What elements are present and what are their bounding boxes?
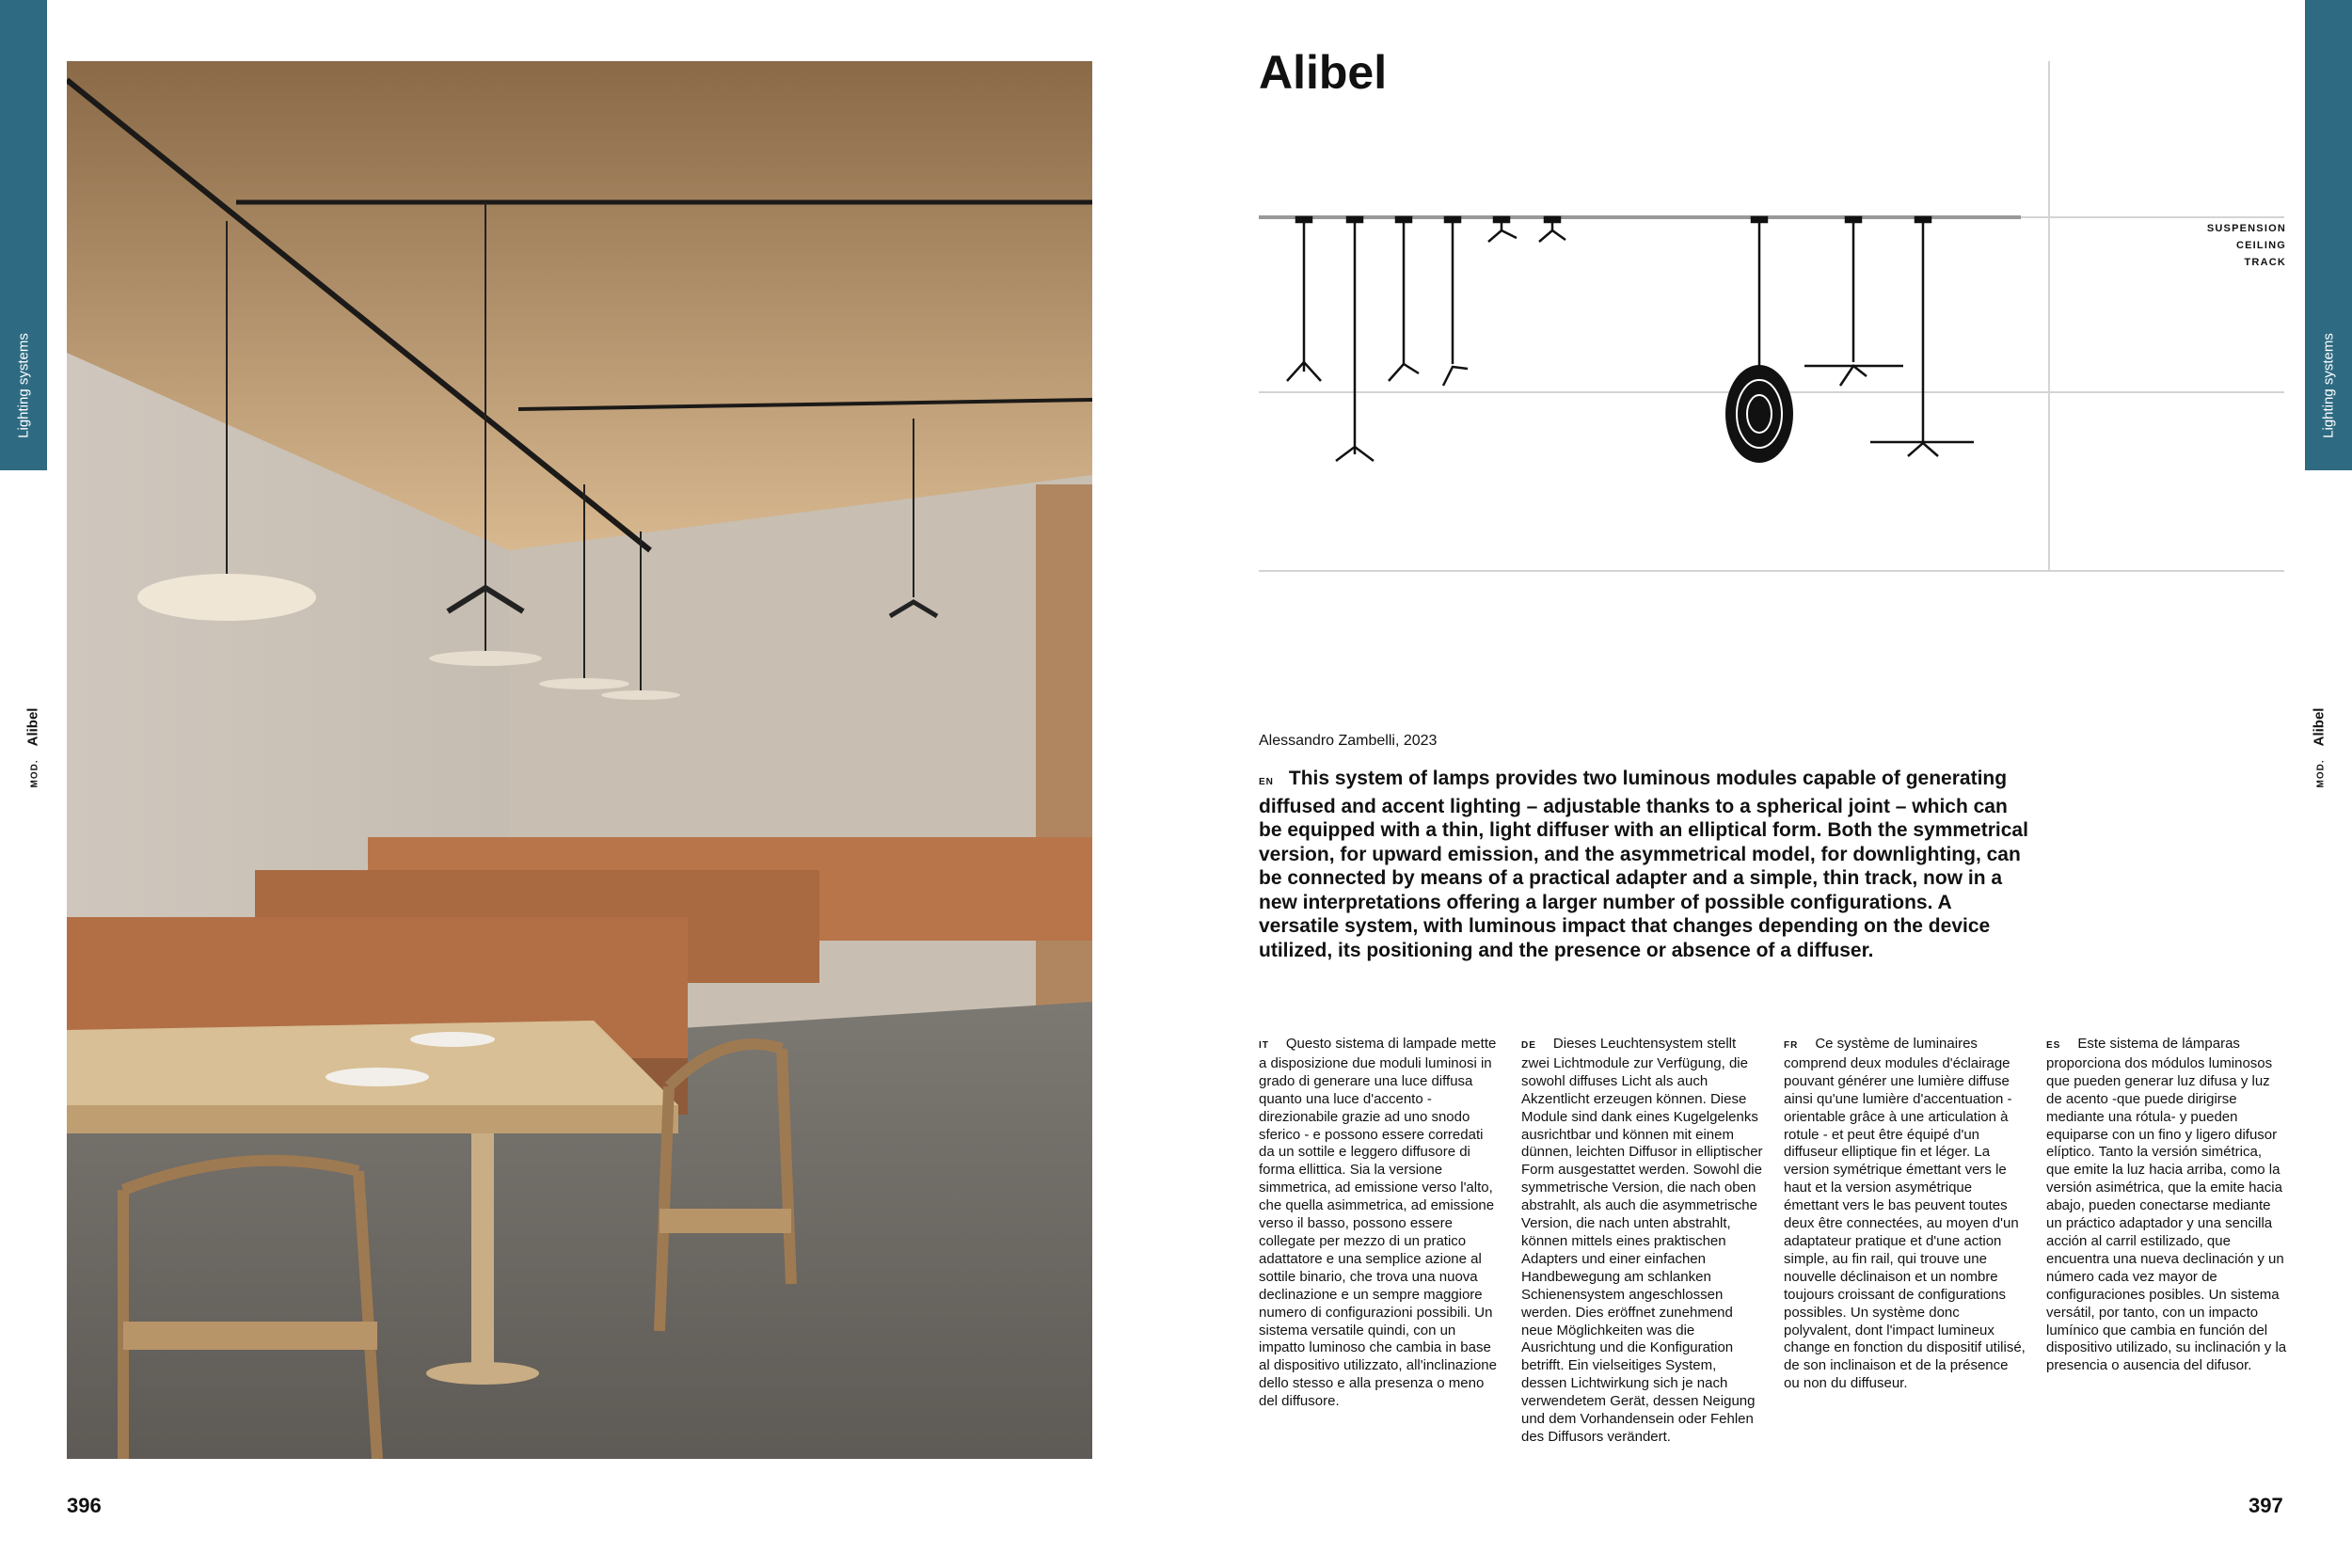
column-de [1521, 1036, 1764, 1447]
lang-code-en: EN [1259, 777, 1274, 787]
lang-code-it: IT [1259, 1040, 1269, 1051]
model-label-right [2296, 691, 2343, 832]
model-prefix: MOD. [29, 759, 40, 788]
intro-paragraph-en [1259, 767, 2030, 962]
side-tab-label: Lighting systems [15, 333, 32, 438]
column-text-fr: Ce système de luminaires comprend deux modules d'éclairage pouvant générer une lumière diffuse ainsi qu'une lumière d'accentuation - orientable grâce à une articulation à rotule - et peut être équipé d'un diffuseur elliptique fin et léger. La version symétrique émettant vers le haut et la version asymétrique émettant vers le bas peuvent toutes deux être connectées, au moyen d'un adaptateur pratique et d'une action simple, au fin rail, qui trouve une nouvelle déclinaison et un nombre toujours croissant de configurations possibles. Un système donc polyvalent, dont l'impact lumineux change en fonction du dispositif utilisé, de son inclinaison et de la présence ou non du diffuseur. [1784, 1036, 2026, 1392]
lang-code-fr: FR [1784, 1040, 1799, 1051]
column-fr [1784, 1036, 2026, 1393]
configuration-labels [2089, 220, 2286, 271]
model-name-right: Alibel [2311, 707, 2328, 747]
lang-code-de: DE [1521, 1040, 1536, 1051]
restaurant-photo [67, 61, 1092, 1459]
model-label-left [9, 691, 56, 832]
photo-illustration [67, 61, 1092, 1459]
page-number-right: 397 [2249, 1494, 2283, 1517]
column-text-de: Dieses Leuchtensystem stellt zwei Lichtmodule zur Verfügung, die sowohl diffuses Licht als auch Akzentlicht erzeugen können. Diese Module sind dank eines Kugelgelenks ausrichtbar und können mit einem dünnen, leichten Diffusor in elliptischer Form ausgestattet werden. Sowohl die symmetrische Version, die nach oben abstrahlt, als auch die asymmetrische Version, die nach unten abstrahlt, können mittels eines praktischen Adapters und einer einfachen Handbewegung am schlanken Schienensystem angeschlossen werden. Dies eröffnet zunehmend neue Möglichkeiten was die Ausrichtung und die Konfiguration betrifft. Ein vielseitiges System, dessen Lichtwirkung sich je nach verwendetem Gerät, dessen Neigung und dem Vorhandensein oder Fehlen des Diffusors verändert. [1521, 1036, 1763, 1445]
lamp-configurations-illustration [1259, 61, 2284, 578]
column-text-it: Questo sistema di lampade mette a disposizione due moduli luminosi in grado di generare una luce diffusa quanto una luce d'accento - direzionabile grazie ad uno snodo sferico - e possono essere corredati da un sottile e leggero diffusore di forma ellittica. Sia la versione simmetrica, ad emissione verso l'alto, che quella asimmetrica, ad emissione verso il basso, possono essere collegate per mezzo di un pratico adattatore e una semplice azione al sottile binario, che trova una nuova declinazione e un sempre maggiore numero di configurazioni possibili. Un sistema versatile quindi, con un impatto luminoso che cambia in base al dispositivo utilizzato, all'inclinazione dello stesso e alla presenza o meno del diffusore. [1259, 1036, 1497, 1410]
config-label-track: TRACK [2244, 257, 2286, 268]
designer-credit: Alessandro Zambelli, 2023 [1259, 733, 1438, 749]
lang-code-es: ES [2046, 1040, 2061, 1051]
model-name: Alibel [24, 707, 41, 747]
side-tab-label-right: Lighting systems [2320, 333, 2337, 438]
page-title: Alibel [1259, 46, 1388, 99]
column-text-es: Este sistema de lámparas proporciona dos módulos luminosos que pueden generar luz difusa y luz de acento -que puede dirigirse mediante una rótula- y pueden equiparse con un fino y ligero difusor elíptico. Tanto la versión simétrica, que emite la luz hacia arriba, como la versión asimétrica, que la emite hacia abajo, pueden conectarse mediante un práctico adaptador y una sencilla acción al carril estilizado, que encuentra una nueva declinación y un número cada vez mayor de configuraciones posibles. Un sistema versátil, por tanto, con un impacto lumínico que cambia en función del dispositivo utilizado, su inclinación y la presencia o ausencia del difusor. [2046, 1036, 2287, 1374]
side-tab-right [2305, 0, 2352, 470]
intro-text: This system of lamps provides two luminous modules capable of generating diffused and accent lighting – adjustable thanks to a spherical joint – which can be equipped with a thin, light diffuser with an elliptical form. Both the symmetrical version, for upward emission, and the asymmetrical model, for downlighting, can be connected by means of a practical adapter and a simple, thin track, now in a new interpretations offering a larger number of possible configurations. A versatile system, with luminous impact that changes depending on the device utilized, its positioning and the presence or absence of a diffuser. [1259, 768, 2028, 961]
side-tab-left [0, 0, 47, 470]
config-label-ceiling: CEILING [2235, 240, 2286, 251]
page-number-left: 396 [67, 1494, 102, 1517]
configuration-diagram [1259, 61, 2284, 578]
column-it [1259, 1036, 1502, 1411]
column-es [2046, 1036, 2289, 1375]
model-prefix-right: MOD. [2315, 759, 2327, 788]
config-label-suspension: SUSPENSION [2206, 223, 2286, 234]
